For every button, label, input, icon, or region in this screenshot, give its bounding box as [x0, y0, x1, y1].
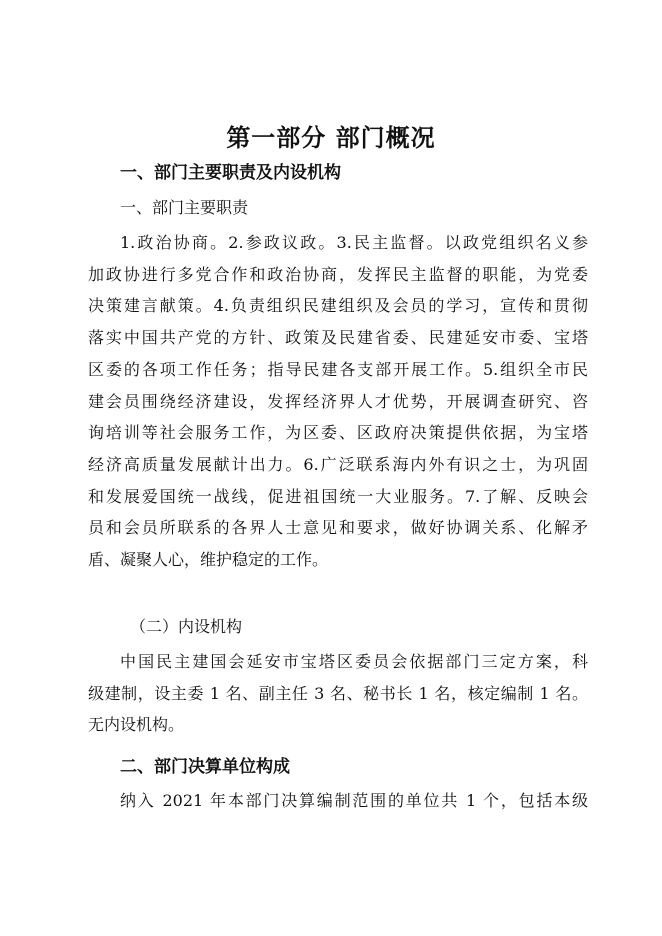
- paragraph-line: 1.政治协商。2.参政议政。3.民主监督。以政党组织名义参: [120, 233, 588, 252]
- paragraph-line: 纳入 2021 年本部门决算编制范围的单位共 1 个，包括本级: [120, 791, 588, 810]
- paragraph-line: 询培训等社会服务工作，为区委、区政府决策提供依据，为宝塔: [88, 423, 588, 443]
- scope-paragraph: [88, 785, 588, 817]
- paragraph-line: 和发展爱国统一战线，促进祖国统一大业服务。7.了解、反映会: [88, 486, 588, 506]
- paragraph-line: 级建制，设主委 1 名、副主任 3 名、秘书长 1 名，核定编制 1 名。: [88, 683, 588, 703]
- subsection-heading-main-duties: 一、部门主要职责: [120, 198, 249, 217]
- section-heading-unit-composition: 二、部门决算单位构成: [120, 757, 290, 777]
- duties-paragraph: [88, 227, 588, 576]
- paragraph-line: 加政协进行多党合作和政治协商，发挥民主监督的职能，为党委: [88, 264, 588, 284]
- paragraph-line: 落实中国共产党的方针、政策及民建省委、民建延安市委、宝塔: [88, 328, 588, 348]
- paragraph-line: 中国民主建国会延安市宝塔区委员会依据部门三定方案，科: [120, 652, 588, 671]
- paragraph-line: 建会员围绕经济建设，发挥经济界人才优势，开展调查研究、咨: [88, 391, 588, 411]
- paragraph-line: 无内设机构。: [88, 715, 185, 735]
- section-heading-duties-and-structure: 一、部门主要职责及内设机构: [120, 163, 341, 183]
- paragraph-line: 区委的各项工作任务；指导民建各支部开展工作。5.组织全市民: [88, 359, 588, 379]
- subsection-heading-internal-structure: （二）内设机构: [130, 617, 243, 636]
- page-title: 第一部分 部门概况: [226, 124, 436, 152]
- paragraph-line: 员和会员所联系的各界人士意见和要求，做好协调关系、化解矛: [88, 518, 588, 538]
- paragraph-line: 盾、凝聚人心，维护稳定的工作。: [88, 550, 329, 570]
- org-paragraph: [88, 646, 588, 741]
- paragraph-line: 决策建言献策。4.负责组织民建组织及会员的学习，宣传和贯彻: [88, 296, 588, 316]
- paragraph-line: 经济高质量发展献计出力。6.广泛联系海内外有识之士，为巩固: [88, 454, 588, 474]
